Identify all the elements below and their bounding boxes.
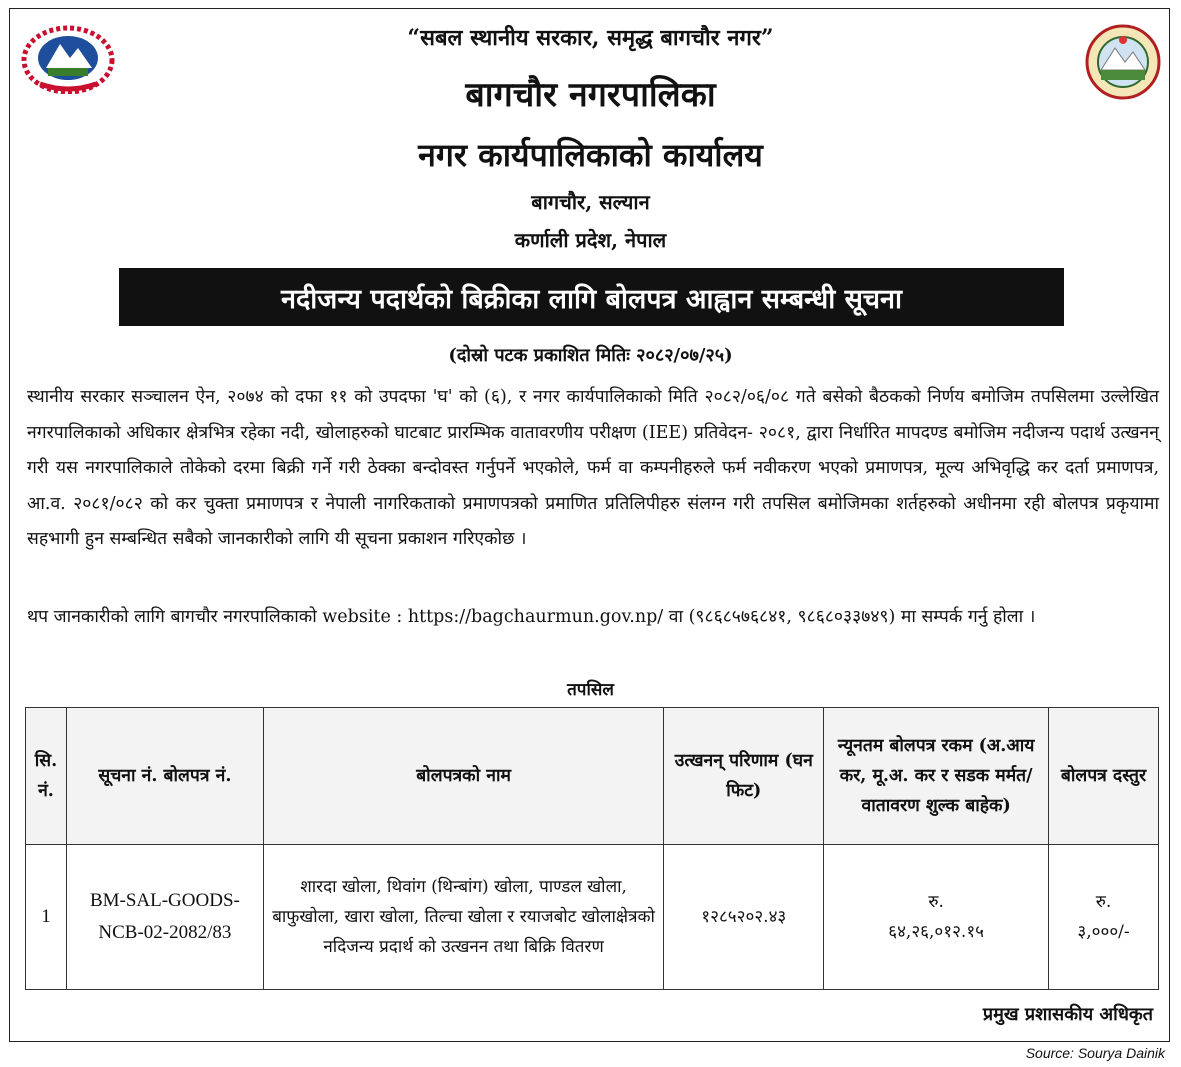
notice-title-banner: [119, 268, 1064, 326]
header-quantity: उत्खनन् परिणाम (घन फिट): [664, 708, 824, 845]
notice-paragraph-2: थप जानकारीको लागि बागचौर नगरपालिकाको website : https://bagchaurmun.gov.np/ वा (९८६८५७६८४१, ९८६८०३३७४९) मा सम्पर्क गर्नु होला ।: [27, 607, 1036, 627]
cell-min-amount: [824, 845, 1049, 990]
bid-table: [25, 707, 1159, 990]
header-notice-no: सूचना नं. बोलपत्र नं.: [66, 708, 263, 845]
notice-title: नदीजन्य पदार्थको बिक्रीका लागि बोलपत्र आह्वान सम्बन्धी सूचना: [280, 283, 903, 315]
published-date: (दोस्रो पटक प्रकाशित मितिः २०८२/०७/२५): [448, 345, 733, 366]
header-fee: बोलपत्र दस्तुर: [1049, 708, 1159, 845]
table-header-row: [26, 708, 1159, 845]
cell-notice-no: BM-SAL-GOODS-NCB-02-2082/83: [66, 845, 263, 990]
header-min-amount: न्यूनतम बोलपत्र रकम (अ.आय कर, मू.अ. कर र सडक मर्मत/वातावरण शुल्क बाहेक): [824, 708, 1049, 845]
table-row: [26, 845, 1159, 990]
slogan: “सबल स्थानीय सरकार, समृद्ध बागचौर नगर”: [407, 25, 774, 51]
fee-prefix: रु.: [1095, 892, 1112, 912]
office-name: नगर कार्यपालिकाको कार्यालय: [418, 136, 763, 174]
address-line-1: बागचौर, सल्यान: [531, 190, 650, 214]
address-line-2: कर्णाली प्रदेश, नेपाल: [514, 228, 667, 252]
min-amount-value: ६४,२६,०१२.१५: [888, 922, 985, 942]
signer-title: प्रमुख प्रशासकीय अधिकृत: [982, 1004, 1153, 1025]
cell-quantity: १२८५२०२.४३: [664, 845, 824, 990]
source-credit: Source: Sourya Dainik: [1025, 1045, 1165, 1061]
header-sn: सि. नं.: [26, 708, 67, 845]
fee-value: ३,०००/-: [1077, 922, 1130, 942]
header-bid-name: बोलपत्रको नाम: [263, 708, 664, 845]
notice-paragraph-1: स्थानीय सरकार सञ्चालन ऐन, २०७४ को दफा ११ को उपदफा 'घ' को (६), र नगर कार्यपालिकाको मिति २०८२/०६/०८ गते बसेको बैठकको निर्णय बमोजिम तपसिलमा उल्लेखित नगरपालिकाको अधिकार क्षेत्रभित्र रहेका नदी, खोलाहरुको घाटबाट प्रारम्भिक वातावरणीय परीक्षण (IEE) प्रतिवेदन- २०८१, द्वारा निर्धारित मापदण्ड बमोजिम नदीजन्य पदार्थ उत्खनन् गरी यस नगरपालिकाले तोकेको दरमा बिक्री गर्ने गरी ठेक्का बन्दोवस्त गर्नुपर्ने भएकोले, फर्म वा कम्पनीहरुले फर्म नवीकरण भएको प्रमाणपत्र, मूल्य अभिवृद्धि कर दर्ता प्रमाणपत्र, आ.व. २०८१/०८२ को कर चुक्ता प्रमाणपत्र र नेपाली नागरिकताको प्रमाणपत्रको प्रमाणित प्रतिलिपीहरु संलग्न गरी तपसिल बमोजिमका शर्तहरुको अधीनमा रही बोलपत्र प्रकृयामा सहभागी हुन सम्बन्धित सबैको जानकारीको लागि यी सूचना प्रकाशन गरिएकोछ ।: [27, 387, 1160, 549]
cell-fee: [1049, 845, 1159, 990]
min-amount-prefix: रु.: [928, 892, 944, 912]
cell-bid-name: शारदा खोला, थिवांग (थिन्बांग) खोला, पाण्डल खोला, बाफुखोला, खारा खोला, तिल्चा खोला र रयाजबोट खोलाक्षेत्रको नदिजन्य प्रदार्थ को उत्खनन तथा बिक्रि वितरण: [263, 845, 664, 990]
organization-name: बागचौर नगरपालिका: [465, 75, 716, 115]
table-caption: तपसिल: [567, 680, 614, 700]
cell-sn: 1: [26, 845, 67, 990]
